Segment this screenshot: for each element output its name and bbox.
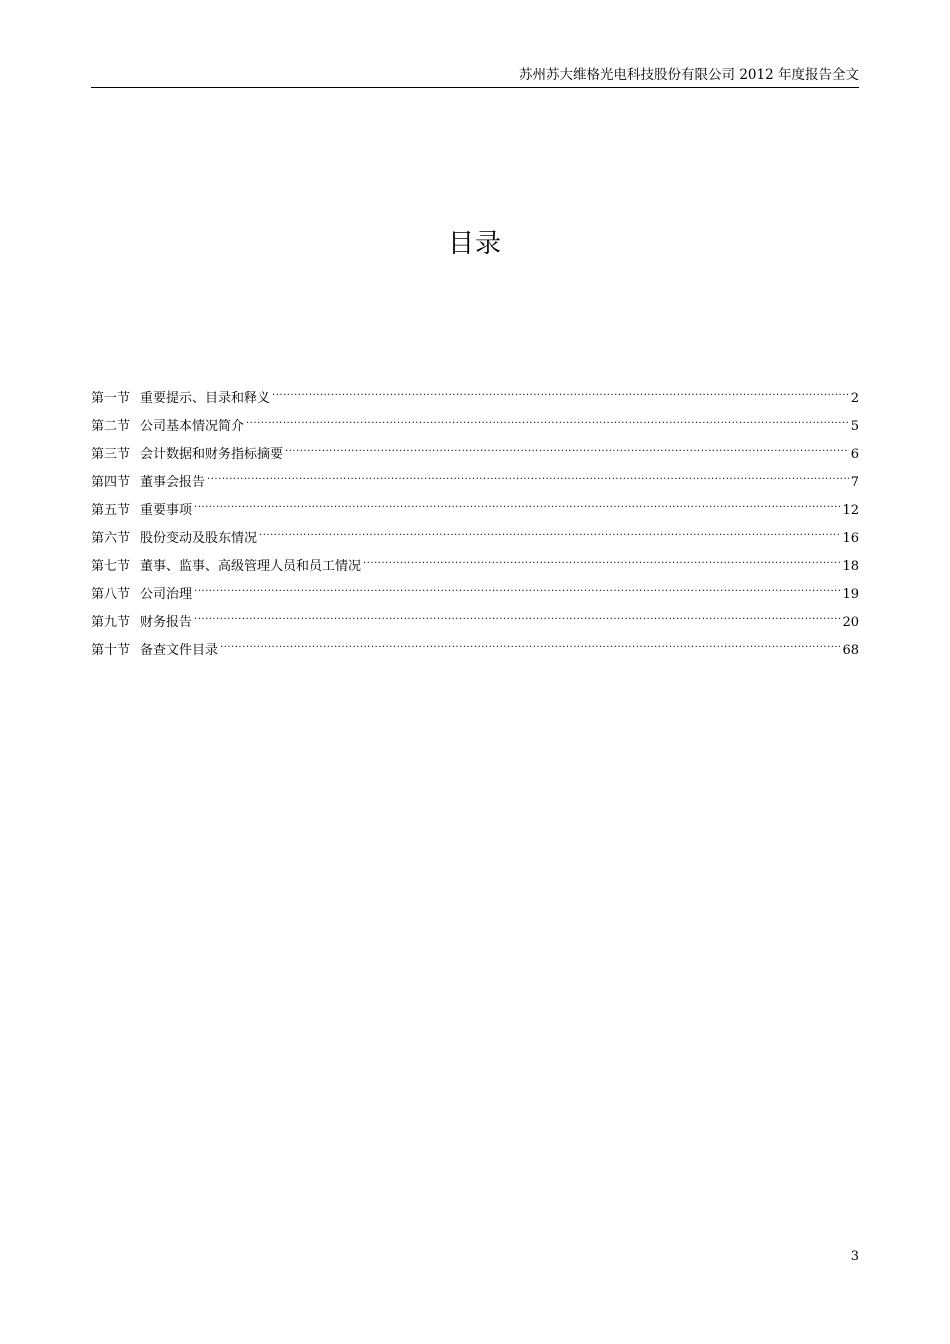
toc-section-label: 第五节: [91, 503, 131, 518]
table-of-contents: [91, 382, 859, 662]
toc-section-name: 重要事项: [140, 503, 193, 518]
toc-section-name: 公司治理: [140, 587, 193, 602]
toc-page-number: 5: [850, 419, 859, 434]
page-header: [91, 64, 859, 88]
toc-entry-6[interactable]: [91, 522, 859, 550]
toc-section-label: 第三节: [91, 447, 131, 462]
toc-section-label: 第四节: [91, 475, 131, 490]
toc-dot-leader: [272, 382, 849, 402]
toc-entry-7[interactable]: [91, 550, 859, 578]
toc-section-name: 股份变动及股东情况: [140, 531, 258, 546]
toc-dot-leader: [363, 550, 840, 570]
toc-page-number: 7: [850, 475, 859, 490]
toc-entry-10[interactable]: [91, 634, 859, 662]
toc-page-number: 19: [842, 587, 859, 602]
toc-section-name: 备查文件目录: [140, 643, 219, 658]
toc-entry-8[interactable]: [91, 578, 859, 606]
toc-page-number: 68: [842, 643, 859, 658]
toc-dot-leader: [259, 522, 840, 542]
toc-entry-5[interactable]: [91, 494, 859, 522]
toc-section-label: 第十节: [91, 643, 131, 658]
toc-dot-leader: [194, 606, 840, 626]
toc-section-label: 第一节: [91, 391, 131, 406]
toc-entry-1[interactable]: [91, 382, 859, 410]
toc-section-label: 第七节: [91, 559, 131, 574]
toc-section-label: 第六节: [91, 531, 131, 546]
toc-page-number: 6: [850, 447, 859, 462]
toc-dot-leader: [285, 438, 849, 458]
header-text: 苏州苏大维格光电科技股份有限公司 2012 年度报告全文: [519, 67, 859, 83]
toc-section-name: 董事、监事、高级管理人员和员工情况: [140, 559, 362, 574]
toc-page-number: 16: [842, 531, 859, 546]
toc-section-name: 重要提示、目录和释义: [140, 391, 271, 406]
toc-entry-2[interactable]: [91, 410, 859, 438]
toc-entry-9[interactable]: [91, 606, 859, 634]
toc-page-number: 18: [842, 559, 859, 574]
toc-dot-leader: [246, 410, 849, 430]
toc-page-number: 12: [842, 503, 859, 518]
toc-section-label: 第九节: [91, 615, 131, 630]
toc-section-name: 公司基本情况简介: [140, 419, 245, 434]
toc-dot-leader: [194, 578, 840, 598]
toc-dot-leader: [207, 466, 849, 486]
toc-section-name: 会计数据和财务指标摘要: [140, 447, 284, 462]
toc-page-number: 20: [842, 615, 859, 630]
toc-section-name: 财务报告: [140, 615, 193, 630]
page-title: 目录: [447, 229, 502, 259]
toc-entry-4[interactable]: [91, 466, 859, 494]
toc-dot-leader: [220, 634, 840, 654]
toc-dot-leader: [194, 494, 840, 514]
toc-section-label: 第八节: [91, 587, 131, 602]
toc-page-number: 2: [850, 391, 859, 406]
toc-section-name: 董事会报告: [140, 475, 206, 490]
toc-section-label: 第二节: [91, 419, 131, 434]
toc-entry-3[interactable]: [91, 438, 859, 466]
page-number: 3: [850, 1249, 859, 1264]
